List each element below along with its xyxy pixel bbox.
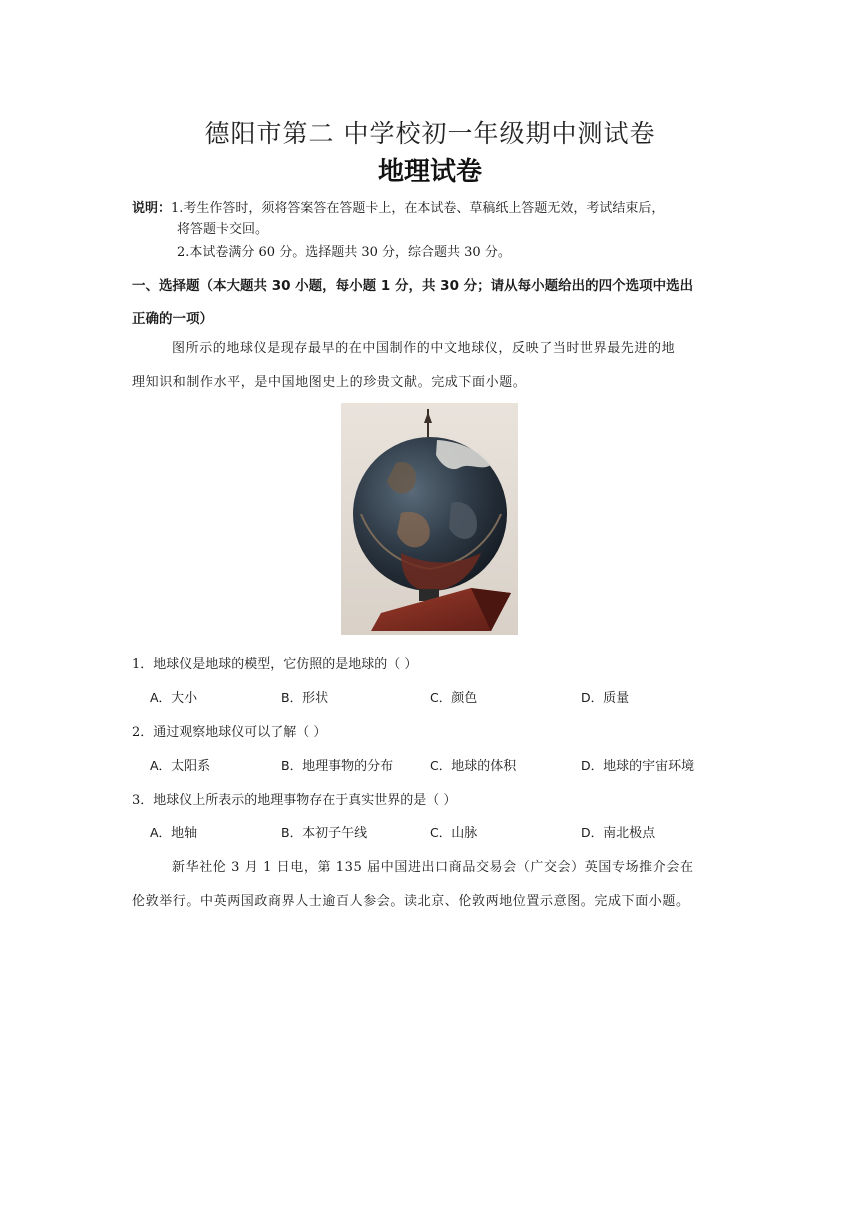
instruction-1-cont: 将答题卡交回。 xyxy=(177,222,269,237)
globe-image xyxy=(341,403,518,635)
instructions xyxy=(132,198,732,263)
passage-globe-line2: 理知识和制作水平，是中国地图史上的珍贵文献。完成下面小题。 xyxy=(132,375,527,390)
question-2-stem: 2．通过观察地球仪可以了解（ ） xyxy=(132,725,327,740)
q3-option-b[interactable]: B．本初子午线 xyxy=(281,825,368,841)
q2-option-a[interactable]: A．太阳系 xyxy=(150,758,211,774)
section-heading xyxy=(132,270,732,336)
question-1-options xyxy=(150,687,750,707)
passage-news-line1: 新华社伦 3 月 1 日电，第 135 届中国进出口商品交易会（广交会）英国专场推介会在 xyxy=(172,860,694,875)
instruction-1: 1.考生作答时，须将答案答在答题卡上，在本试卷、草稿纸上答题无效，考试结束后， xyxy=(171,201,665,216)
q1-option-a[interactable]: A．大小 xyxy=(150,690,198,706)
q1-option-d[interactable]: D．质量 xyxy=(581,690,630,706)
q3-option-c[interactable]: C．山脉 xyxy=(430,825,478,841)
question-2-options xyxy=(150,755,750,775)
q2-option-c[interactable]: C．地球的体积 xyxy=(430,758,517,774)
passage-news-line2: 伦敦举行。中英两国政商界人士逾百人参会。读北京、伦敦两地位置示意图。完成下面小题。 xyxy=(132,894,690,909)
section-heading-line1: 一、选择题（本大题共 30 小题，每小题 1 分，共 30 分；请从每小题给出的四个选项中选出 xyxy=(132,278,694,294)
instructions-label: 说明： xyxy=(132,201,172,216)
instruction-2: 2.本试卷满分 60 分。选择题共 30 分，综合题共 30 分。 xyxy=(177,245,511,260)
section-heading-line2: 正确的一项） xyxy=(132,311,213,327)
q3-option-a[interactable]: A．地轴 xyxy=(150,825,198,841)
question-3-stem: 3．地球仪上所表示的地理事物存在于真实世界的是（ ） xyxy=(132,793,457,808)
passage-news xyxy=(132,851,732,919)
q1-option-c[interactable]: C．颜色 xyxy=(430,690,478,706)
exam-title: 德阳市第二 中学校初一年级期中测试卷 xyxy=(204,119,656,148)
exam-subtitle: 地理试卷 xyxy=(377,157,482,187)
question-1-stem: 1．地球仪是地球的模型，它仿照的是地球的（ ） xyxy=(132,657,418,672)
passage-globe-line1: 图所示的地球仪是现存最早的在中国制作的中文地球仪，反映了当时世界最先进的地 xyxy=(172,341,676,356)
q1-option-b[interactable]: B．形状 xyxy=(281,690,329,706)
globe-photo xyxy=(341,403,518,635)
q2-option-b[interactable]: B．地理事物的分布 xyxy=(281,758,394,774)
q3-option-d[interactable]: D．南北极点 xyxy=(581,825,656,841)
question-3-options xyxy=(150,822,750,842)
q2-option-d[interactable]: D．地球的宇宙环境 xyxy=(581,758,695,774)
passage-globe xyxy=(132,332,732,400)
